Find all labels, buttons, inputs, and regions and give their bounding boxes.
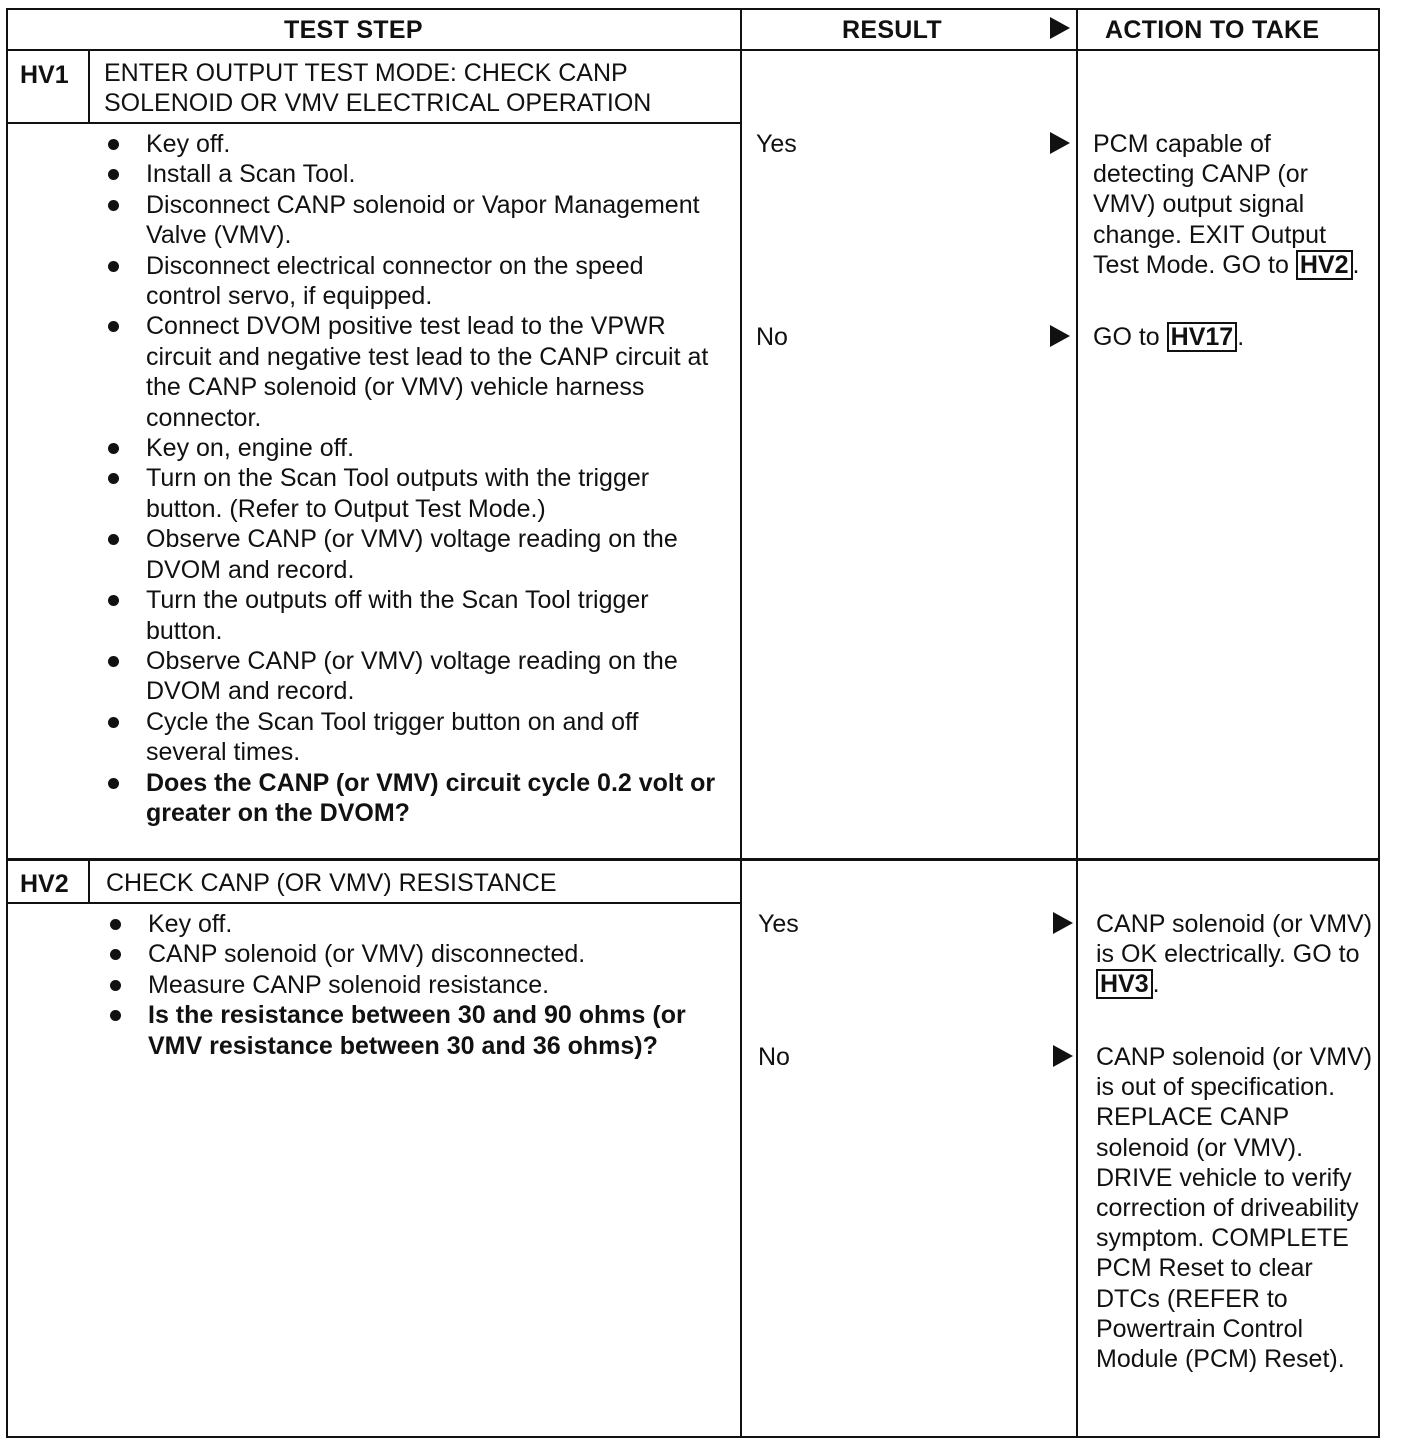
hv2-instructions <box>108 909 708 1061</box>
column-divider-action <box>1076 8 1078 1438</box>
hv2-title-divider <box>6 902 742 904</box>
header-action: ACTION TO TAKE <box>1105 16 1320 44</box>
hv2-id-divider <box>88 860 90 904</box>
header-divider <box>6 49 1380 51</box>
table-border-bottom <box>6 1436 1380 1438</box>
list-item: Install a Scan Tool. <box>106 159 718 189</box>
step-id-hv2: HV2 <box>20 870 69 898</box>
hv1-no-action-text: GO to <box>1093 323 1160 351</box>
header-test-step: TEST STEP <box>284 16 423 44</box>
ref-hv2-link[interactable]: HV2 <box>1296 250 1353 280</box>
hv2-no-action: CANP solenoid (or VMV) is out of specification. REPLACE CANP solenoid (or VMV). DRIVE vehicle to verify correction of driveability symptom. COMPLETE PCM Reset to clear DTCs (REFER to Powertrain Control Module (PCM) Reset). <box>1096 1043 1373 1374</box>
hv1-yes-arrow-icon <box>1050 132 1070 154</box>
diagnostic-table <box>6 8 1380 1438</box>
list-item: Disconnect CANP solenoid or Vapor Management Valve (VMV). <box>106 190 718 251</box>
list-item: Key off. <box>106 129 718 159</box>
table-border-left <box>6 8 8 1438</box>
header-result: RESULT <box>842 16 942 44</box>
hv2-result-yes: Yes <box>758 910 799 938</box>
list-item: Key off. <box>108 909 708 939</box>
step-divider <box>6 858 1380 861</box>
hv2-question: Is the resistance between 30 and 90 ohms (or VMV resistance between 30 and 36 ohms)? <box>108 1000 708 1061</box>
hv2-yes-action-text: CANP solenoid (or VMV) is OK electrically. GO to <box>1096 910 1373 969</box>
hv2-yes-action <box>1096 909 1376 1000</box>
ref-hv17-link[interactable]: HV17 <box>1167 322 1238 352</box>
table-border-top <box>6 8 1380 10</box>
step-title-hv1-line1: ENTER OUTPUT TEST MODE: CHECK CANP <box>104 59 628 87</box>
hv1-title-divider <box>6 122 742 124</box>
hv1-yes-action-tail: . <box>1352 250 1360 279</box>
list-item: Observe CANP (or VMV) voltage reading on the DVOM and record. <box>106 524 718 585</box>
hv1-no-action <box>1093 322 1368 352</box>
hv2-yes-action-tail: . <box>1152 970 1160 999</box>
hv1-yes-action <box>1093 129 1368 280</box>
ref-hv3-link[interactable]: HV3 <box>1096 969 1153 999</box>
step-title-hv2: CHECK CANP (OR VMV) RESISTANCE <box>106 869 557 897</box>
hv1-no-action-tail: . <box>1237 323 1245 351</box>
hv1-yes-action-text: PCM capable of detecting CANP (or VMV) output signal change. EXIT Output Test Mode. GO to <box>1093 130 1327 279</box>
list-item: Connect DVOM positive test lead to the VPWR circuit and negative test lead to the CANP circuit at the CANP solenoid (or VMV) vehicle harness connector. <box>106 311 718 433</box>
hv1-no-arrow-icon <box>1050 325 1070 347</box>
list-item: Disconnect electrical connector on the speed control servo, if equipped. <box>106 251 718 312</box>
list-item: Key on, engine off. <box>106 433 718 463</box>
hv1-result-yes: Yes <box>756 130 797 158</box>
column-divider-result <box>740 8 742 1438</box>
header-arrow-icon <box>1050 17 1070 39</box>
hv1-instructions <box>106 129 718 828</box>
list-item: Cycle the Scan Tool trigger button on and off several times. <box>106 707 718 768</box>
list-item: Observe CANP (or VMV) voltage reading on the DVOM and record. <box>106 646 718 707</box>
list-item: CANP solenoid (or VMV) disconnected. <box>108 939 708 969</box>
list-item: Turn on the Scan Tool outputs with the trigger button. (Refer to Output Test Mode.) <box>106 463 718 524</box>
table-border-right <box>1378 8 1380 1438</box>
list-item: Measure CANP solenoid resistance. <box>108 970 708 1000</box>
hv1-question: Does the CANP (or VMV) circuit cycle 0.2 volt or greater on the DVOM? <box>106 768 718 829</box>
hv2-yes-arrow-icon <box>1053 912 1073 934</box>
step-title-hv1-line2: SOLENOID OR VMV ELECTRICAL OPERATION <box>104 89 652 117</box>
hv2-result-no: No <box>758 1043 790 1071</box>
hv2-no-arrow-icon <box>1053 1045 1073 1067</box>
hv1-result-no: No <box>756 323 788 351</box>
hv1-id-divider <box>88 50 90 124</box>
step-id-hv1: HV1 <box>20 61 69 89</box>
list-item: Turn the outputs off with the Scan Tool trigger button. <box>106 585 718 646</box>
